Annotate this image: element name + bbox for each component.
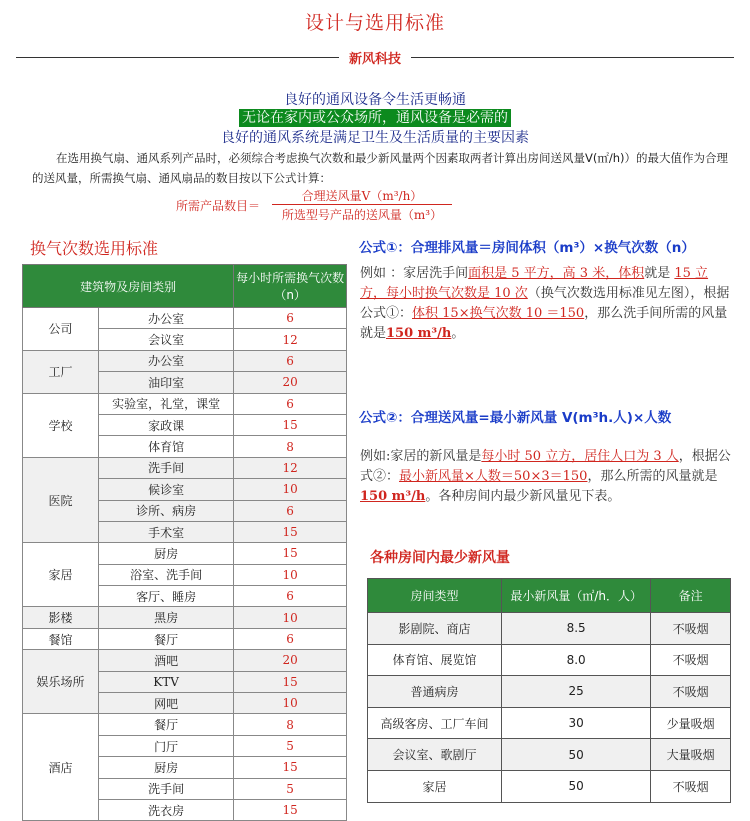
header-air-changes: 每小时所需换气次数（n） xyxy=(234,265,347,308)
room-type-cell: 体育馆、展览馆 xyxy=(368,644,502,676)
note-cell: 少量吸烟 xyxy=(651,707,731,739)
room-type-cell: 影剧院、商店 xyxy=(368,613,502,645)
min-fresh-air-header xyxy=(368,579,731,613)
table-row xyxy=(23,350,347,371)
air-change-value: 10 xyxy=(234,564,347,585)
room-cell: 客厅、睡房 xyxy=(98,586,233,607)
air-change-value: 10 xyxy=(234,607,347,628)
table-row xyxy=(368,676,731,708)
formula-numerator: 合理送风量V（m³/h） xyxy=(301,189,423,203)
min-fresh-air-table xyxy=(367,578,731,803)
air-change-value: 6 xyxy=(234,628,347,649)
air-change-value: 5 xyxy=(234,778,347,799)
room-cell: 酒吧 xyxy=(98,650,233,671)
header-room-type: 房间类型 xyxy=(368,579,502,613)
header-room-category: 建筑物及房间类别 xyxy=(23,265,234,308)
category-cell: 公司 xyxy=(23,308,99,351)
room-cell: KTV xyxy=(98,671,233,692)
ex1-volume: 15 立方，每小时换气次数是 10 次 xyxy=(360,266,709,301)
air-change-heading: 换气次数选用标准 xyxy=(30,239,159,258)
table-row xyxy=(368,644,731,676)
air-change-value: 15 xyxy=(234,799,347,820)
room-cell: 浴室、洗手间 xyxy=(98,564,233,585)
formula-1-title: 公式①：合理排风量＝房间体积（m³）×换气次数（n） xyxy=(359,240,695,256)
room-cell: 家政课 xyxy=(98,414,233,435)
air-change-value: 8 xyxy=(234,714,347,735)
room-type-cell: 家居 xyxy=(368,770,502,802)
formula-lhs: 所需产品数目＝ xyxy=(176,199,261,213)
category-cell: 工厂 xyxy=(23,350,99,393)
category-cell: 酒店 xyxy=(23,714,99,821)
min-fresh-air-cell: 30 xyxy=(501,707,650,739)
room-type-cell: 会议室、歌剧厅 xyxy=(368,739,502,771)
room-cell: 网吧 xyxy=(98,693,233,714)
air-change-table xyxy=(22,264,347,821)
table-row xyxy=(368,613,731,645)
air-change-table-header xyxy=(23,265,347,308)
ex1-calc: 体积 15×换气次数 10 ＝150 xyxy=(412,306,585,321)
air-change-value: 6 xyxy=(234,393,347,414)
intro-line-2 xyxy=(0,107,750,127)
room-cell: 办公室 xyxy=(98,350,233,371)
room-cell: 黑房 xyxy=(98,607,233,628)
intro-paragraph-text: 在选用换气扇、通风系列产品时，必须综合考虑换气次数和最少新风量两个因素取两者计算出房间送风量V(㎡/h)）的最大值作为合理的送风量，所需换气扇、通风扇品的数目按以下公式计算： xyxy=(32,151,728,185)
category-cell: 娱乐场所 xyxy=(23,650,99,714)
header-min-fresh-air: 最小新风量（㎡/h．人） xyxy=(501,579,650,613)
air-change-value: 20 xyxy=(234,372,347,393)
room-cell: 候诊室 xyxy=(98,479,233,500)
air-change-value: 20 xyxy=(234,650,347,671)
air-change-value: 12 xyxy=(234,329,347,350)
ex2-text-g: 。各种房间内最少新风量见下表。 xyxy=(425,489,621,504)
intro-paragraph xyxy=(32,148,732,188)
table-row xyxy=(23,607,347,628)
room-cell: 门厅 xyxy=(98,735,233,756)
formula-1-example xyxy=(360,264,732,344)
page-title: 设计与选用标准 xyxy=(304,12,445,34)
room-cell: 洗衣房 xyxy=(98,799,233,820)
room-type-cell: 普通病房 xyxy=(368,676,502,708)
air-change-value: 15 xyxy=(234,414,347,435)
category-cell: 家居 xyxy=(23,543,99,607)
room-cell: 厨房 xyxy=(98,757,233,778)
category-cell: 餐馆 xyxy=(23,628,99,649)
intro-line-2-text: 无论在家内或公众场所，通风设备是必需的 xyxy=(239,109,511,127)
ex2-result: 150 m³/h xyxy=(360,489,426,504)
intro-line-1: 良好的通风设备令生活更畅通 xyxy=(284,92,466,108)
intro-line-3: 良好的通风系统是满足卫生及生活质量的主要因素 xyxy=(221,130,529,146)
note-cell: 不吸烟 xyxy=(651,613,731,645)
note-cell: 不吸烟 xyxy=(651,644,731,676)
table-row xyxy=(368,770,731,802)
min-fresh-air-cell: 25 xyxy=(501,676,650,708)
ex1-text-i: 。 xyxy=(451,326,465,341)
room-cell: 体育馆 xyxy=(98,436,233,457)
ex1-text-e: （换气次数选用标准见左图），根据公式①： xyxy=(360,286,730,321)
ex1-area: 面积是 5 平方，高 3 米，体积 xyxy=(468,266,645,281)
room-cell: 厨房 xyxy=(98,543,233,564)
formula-denominator: 所选型号产品的送风量（m³） xyxy=(281,208,443,222)
table-row xyxy=(23,714,347,735)
table-row xyxy=(368,707,731,739)
table-row xyxy=(23,457,347,478)
ex1-text-c: 就是 xyxy=(644,266,671,281)
air-change-value: 10 xyxy=(234,693,347,714)
ex1-text-g: ，那么洗手间所需的风量就是 xyxy=(360,306,728,341)
min-fresh-air-cell: 50 xyxy=(501,770,650,802)
air-change-table-body xyxy=(23,308,347,821)
ex2-text-c: ，根据公式②： xyxy=(360,449,731,484)
air-change-value: 6 xyxy=(234,500,347,521)
air-change-value: 15 xyxy=(234,671,347,692)
category-cell: 学校 xyxy=(23,393,99,457)
room-cell: 诊所、病房 xyxy=(98,500,233,521)
room-cell: 油印室 xyxy=(98,372,233,393)
min-fresh-air-cell: 8.5 xyxy=(501,613,650,645)
min-fresh-air-heading: 各种房间内最少新风量 xyxy=(370,550,510,566)
air-change-value: 15 xyxy=(234,757,347,778)
air-change-value: 15 xyxy=(234,521,347,542)
formula-2-example xyxy=(360,447,732,507)
min-fresh-air-body xyxy=(368,613,731,803)
category-cell: 医院 xyxy=(23,457,99,543)
room-cell: 办公室 xyxy=(98,308,233,329)
formula-2-title: 公式②：合理送风量=最小新风量 V(m³h.人)×人数 xyxy=(359,410,672,426)
formula-fraction-bar xyxy=(272,204,452,205)
table-row xyxy=(23,650,347,671)
ex2-text-a: 例如:家居的新风量是 xyxy=(360,449,482,464)
header-note: 备注 xyxy=(651,579,731,613)
brand-label xyxy=(0,48,750,67)
air-change-value: 8 xyxy=(234,436,347,457)
ex1-result: 150 m³/h xyxy=(386,326,452,341)
table-row xyxy=(23,308,347,329)
air-change-value: 6 xyxy=(234,350,347,371)
brand-text: 新风科技 xyxy=(339,52,411,67)
ex2-calc: 最小新风量×人数＝50×3＝150 xyxy=(399,469,588,484)
air-change-value: 10 xyxy=(234,479,347,500)
air-change-value: 15 xyxy=(234,543,347,564)
ex2-text-e: ，那么所需的风量就是 xyxy=(587,469,718,484)
note-cell: 不吸烟 xyxy=(651,676,731,708)
ex2-rate: 每小时 50 立方，居住人口为 3 人 xyxy=(481,449,679,464)
air-change-value: 6 xyxy=(234,586,347,607)
min-fresh-air-cell: 50 xyxy=(501,739,650,771)
min-fresh-air-cell: 8.0 xyxy=(501,644,650,676)
room-cell: 餐厅 xyxy=(98,628,233,649)
category-cell: 影楼 xyxy=(23,607,99,628)
room-cell: 实验室，礼堂，课堂 xyxy=(98,393,233,414)
air-change-value: 6 xyxy=(234,308,347,329)
ex1-text-a: 例如 ：家居洗手间 xyxy=(360,266,469,281)
table-row xyxy=(23,628,347,649)
room-cell: 手术室 xyxy=(98,521,233,542)
room-cell: 会议室 xyxy=(98,329,233,350)
room-cell: 洗手间 xyxy=(98,457,233,478)
table-row xyxy=(23,393,347,414)
room-cell: 餐厅 xyxy=(98,714,233,735)
note-cell: 大量吸烟 xyxy=(651,739,731,771)
air-change-value: 5 xyxy=(234,735,347,756)
room-cell: 洗手间 xyxy=(98,778,233,799)
note-cell: 不吸烟 xyxy=(651,770,731,802)
air-change-value: 12 xyxy=(234,457,347,478)
table-row xyxy=(23,543,347,564)
room-type-cell: 高级客房、工厂车间 xyxy=(368,707,502,739)
product-count-formula xyxy=(176,187,476,223)
table-row xyxy=(368,739,731,771)
